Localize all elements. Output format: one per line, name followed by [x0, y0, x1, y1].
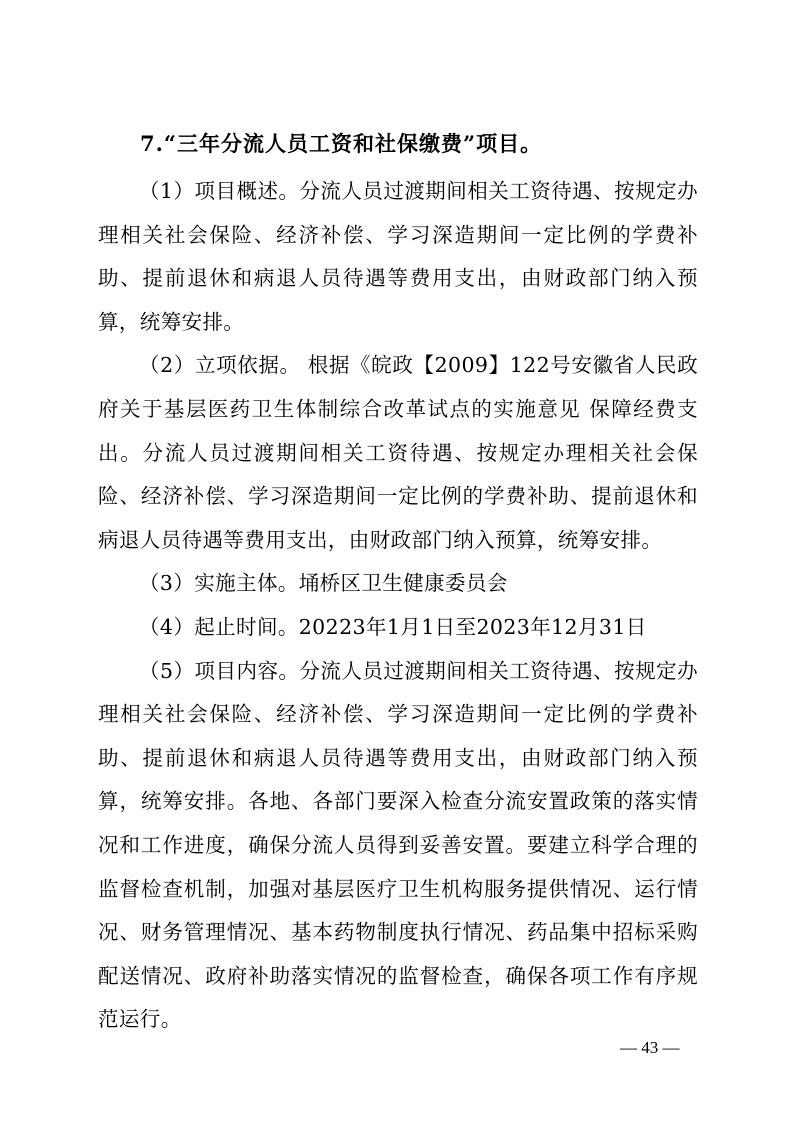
- paragraph-overview: （1）项目概述。分流人员过渡期间相关工资待遇、按规定办理相关社会保险、经济补偿、学习深造期间一定比例的学费补助、提前退休和病退人员待遇等费用支出，由财政部门纳入预算，统筹安排。: [98, 179, 698, 334]
- page-number: — 43 —: [620, 1038, 680, 1057]
- paragraph-basis: （2）立项依据。 根据《皖政【2009】122号安徽省人民政府关于基层医药卫生体制综合改革试点的实施意见 保障经费支出。分流人员过渡期间相关工资待遇、按规定办理相关社会保险、经济补偿、学习深造期间一定比例的学费补助、提前退休和病退人员待遇等费用支出，由财政部门纳入预算，统筹安排。: [98, 353, 698, 552]
- paragraph-content: （5）项目内容。分流人员过渡期间相关工资待遇、按规定办理相关社会保险、经济补偿、学习深造期间一定比例的学费补助、提前退休和病退人员待遇等费用支出，由财政部门纳入预算，统筹安排。各地、各部门要深入检查分流安置政策的落实情况和工作进度，确保分流人员得到妥善安置。要建立科学合理的监督检查机制，加强对基层医疗卫生机构服务提供情况、运行情况、财务管理情况、基本药物制度执行情况、药品集中招标采购配送情况、政府补助落实情况的监督检查，确保各项工作有序规范运行。: [98, 658, 698, 1032]
- paragraph-period: （4）起止时间。20223年1月1日至2023年12月31日: [139, 614, 647, 639]
- paragraph-implementer: （3）实施主体。埇桥区卫生健康委员会: [139, 571, 508, 596]
- document-body: [98, 170, 698, 1042]
- section-heading: 7.“三年分流人员工资和社保缴费”项目。: [140, 131, 543, 156]
